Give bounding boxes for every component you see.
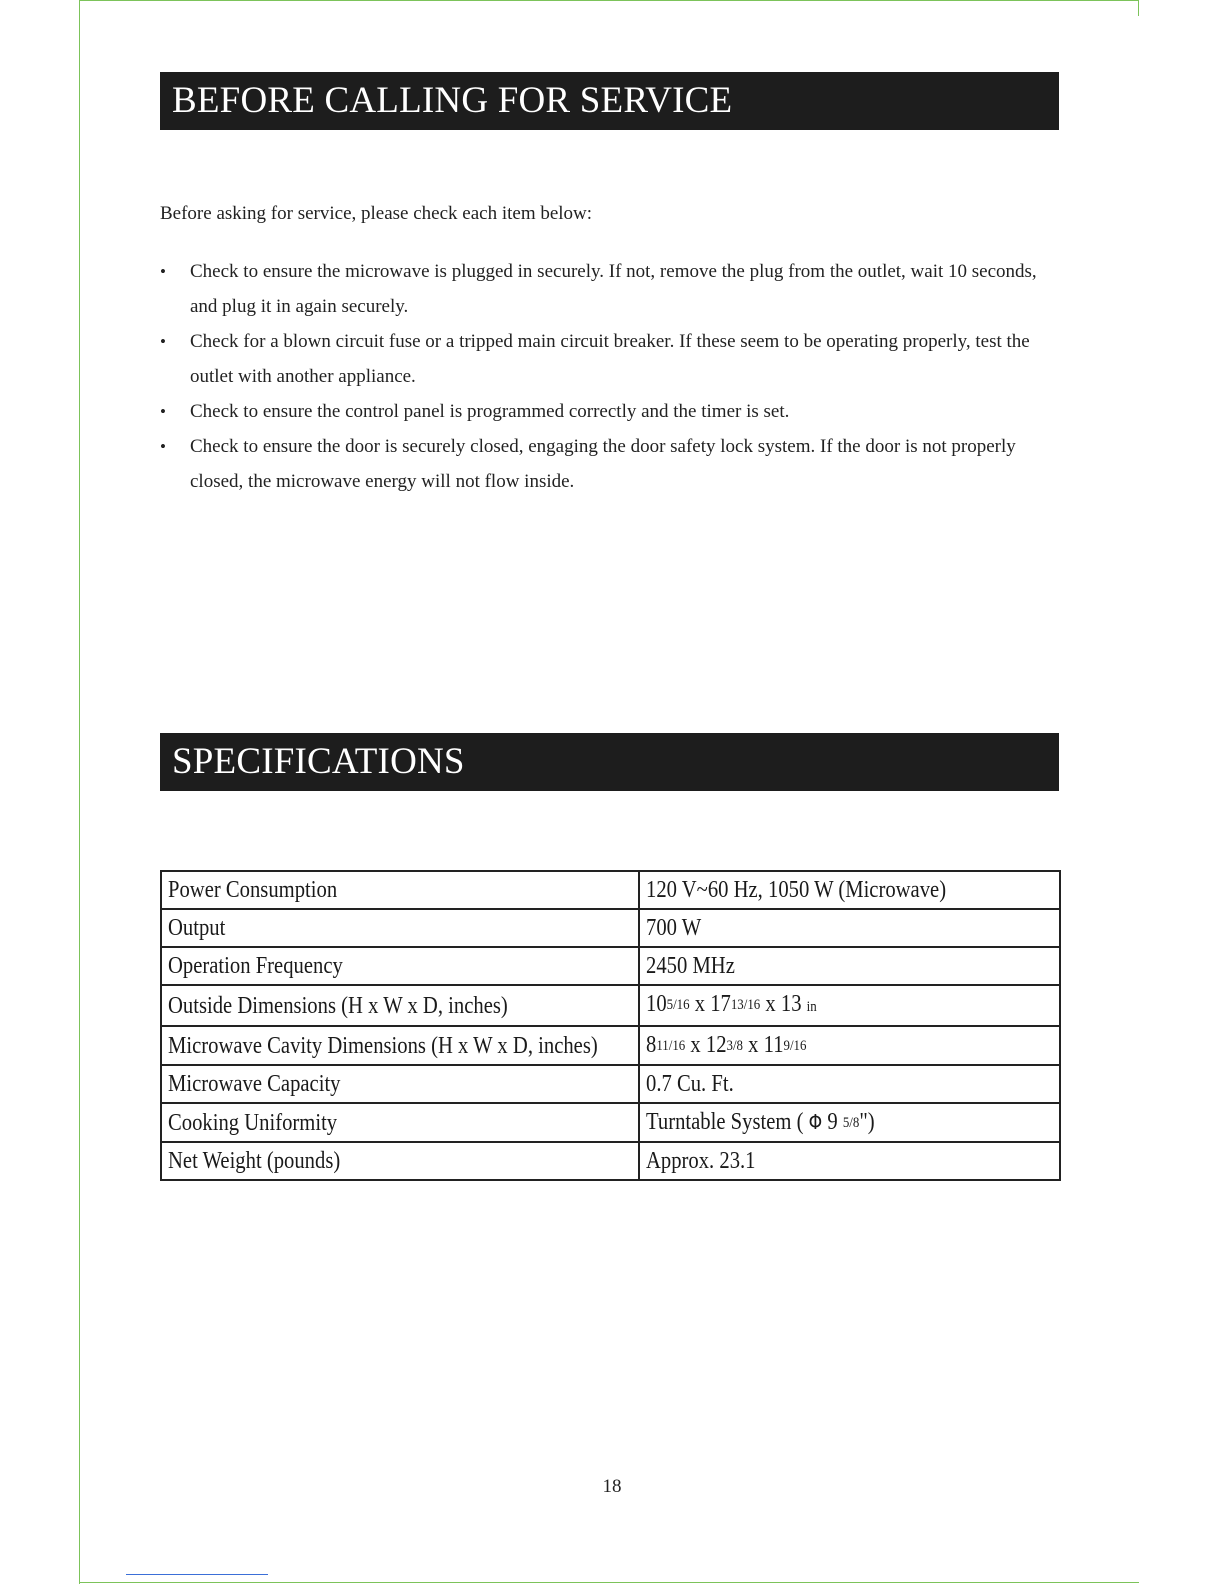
spec-label <box>161 1065 639 1103</box>
bullet-icon: • <box>160 262 166 281</box>
spec-value <box>639 1026 1060 1065</box>
spec-value <box>639 1142 1060 1180</box>
spec-value-text: 2450 MHz <box>646 953 735 979</box>
spec-label <box>161 947 639 985</box>
dim-separator: x <box>685 1032 706 1058</box>
spec-label-text: Outside Dimensions (H x W x D, inches) <box>168 992 508 1019</box>
diameter-icon: Φ <box>808 1110 823 1134</box>
spec-label-text: Operation Frequency <box>168 953 343 979</box>
spec-label <box>161 1142 639 1180</box>
spec-value-text: Approx. 23.1 <box>646 1148 756 1174</box>
page-number: 18 <box>602 1476 622 1497</box>
spec-value-text <box>646 986 817 1025</box>
page-border-bottom <box>79 1582 1139 1583</box>
dim-depth-fraction: 9/16 <box>783 1038 807 1054</box>
service-section-title: BEFORE CALLING FOR SERVICE <box>160 72 1059 130</box>
specifications-section-title: SPECIFICATIONS <box>160 733 1059 791</box>
spec-label <box>161 871 639 909</box>
table-row <box>161 1142 1060 1180</box>
checklist-item <box>160 324 1060 394</box>
checklist-item <box>160 254 1060 324</box>
page-border-top <box>79 0 1139 1</box>
dim-separator: x <box>689 991 711 1017</box>
bullet-icon: • <box>160 402 166 421</box>
spec-value <box>639 947 1060 985</box>
spec-label-text: Microwave Cavity Dimensions (H x W x D, inches) <box>168 1032 598 1059</box>
checklist-item-text: Check to ensure the door is securely closed, engaging the door safety lock system. If the door is not properly closed, the microwave energy will not flow inside. <box>190 436 1016 492</box>
spec-label <box>161 985 639 1026</box>
spec-value-text <box>646 1104 875 1141</box>
table-row <box>161 947 1060 985</box>
dim-width-fraction: 3/8 <box>726 1038 744 1054</box>
specifications-table <box>160 870 1061 1181</box>
spec-label-text: Cooking Uniformity <box>168 1109 338 1136</box>
turntable-diameter-whole: 9 <box>822 1109 843 1135</box>
footer-link-underline <box>126 1574 268 1575</box>
checklist-item-text: Check to ensure the control panel is programmed correctly and the timer is set. <box>190 401 790 422</box>
spec-label <box>161 1103 639 1142</box>
service-intro: Before asking for service, please check each item below: <box>160 203 593 224</box>
turntable-diameter-fraction: 5/8 <box>842 1115 860 1131</box>
spec-value <box>639 871 1060 909</box>
dim-depth-whole: 11 <box>763 1032 784 1058</box>
dim-separator: x <box>760 991 781 1017</box>
spec-value <box>639 1065 1060 1103</box>
table-row <box>161 1065 1060 1103</box>
spec-label-text: Microwave Capacity <box>168 1071 341 1097</box>
spec-label-text: Output <box>168 915 226 941</box>
dim-separator: x <box>743 1032 764 1058</box>
bullet-icon: • <box>160 437 166 456</box>
dim-width-fraction: 13/16 <box>730 997 761 1013</box>
dim-unit: in <box>806 999 817 1015</box>
dim-depth-whole: 13 <box>780 991 802 1017</box>
spec-value-text: 0.7 Cu. Ft. <box>646 1071 734 1097</box>
spec-value <box>639 1103 1060 1142</box>
checklist-item <box>160 429 1060 499</box>
spec-value-text: 700 W <box>646 915 702 941</box>
dim-height-fraction: 11/16 <box>656 1038 686 1054</box>
spec-value-text: 120 V~60 Hz, 1050 W (Microwave) <box>646 877 947 903</box>
spec-value <box>639 909 1060 947</box>
table-row <box>161 1103 1060 1142</box>
dim-width-whole: 12 <box>705 1032 727 1058</box>
spec-value-text <box>646 1027 806 1064</box>
checklist-item-text: Check to ensure the microwave is plugged in securely. If not, remove the plug from the outlet, wait 10 seconds, and plug it in again securely. <box>190 261 1037 317</box>
checklist-item <box>160 394 1060 429</box>
service-checklist <box>160 254 1060 499</box>
table-row <box>161 871 1060 909</box>
dim-height-fraction: 5/16 <box>666 997 690 1013</box>
page-border-right <box>1138 0 1139 16</box>
spec-label <box>161 909 639 947</box>
dim-height-whole: 8 <box>646 1032 657 1058</box>
table-row <box>161 909 1060 947</box>
table-row <box>161 985 1060 1026</box>
page-border-left <box>79 0 80 1584</box>
dim-height-whole: 10 <box>646 991 667 1017</box>
table-row <box>161 1026 1060 1065</box>
checklist-item-text: Check for a blown circuit fuse or a tripped main circuit breaker. If these seem to be operating properly, test the outlet with another appliance. <box>190 331 1030 387</box>
spec-label-text: Power Consumption <box>168 877 338 903</box>
turntable-prefix: Turntable System ( <box>646 1109 809 1135</box>
turntable-suffix: ") <box>859 1109 875 1135</box>
bullet-icon: • <box>160 332 166 351</box>
spec-value <box>639 985 1060 1026</box>
spec-label-text: Net Weight (pounds) <box>168 1148 341 1174</box>
spec-label <box>161 1026 639 1065</box>
dim-width-whole: 17 <box>710 991 731 1017</box>
